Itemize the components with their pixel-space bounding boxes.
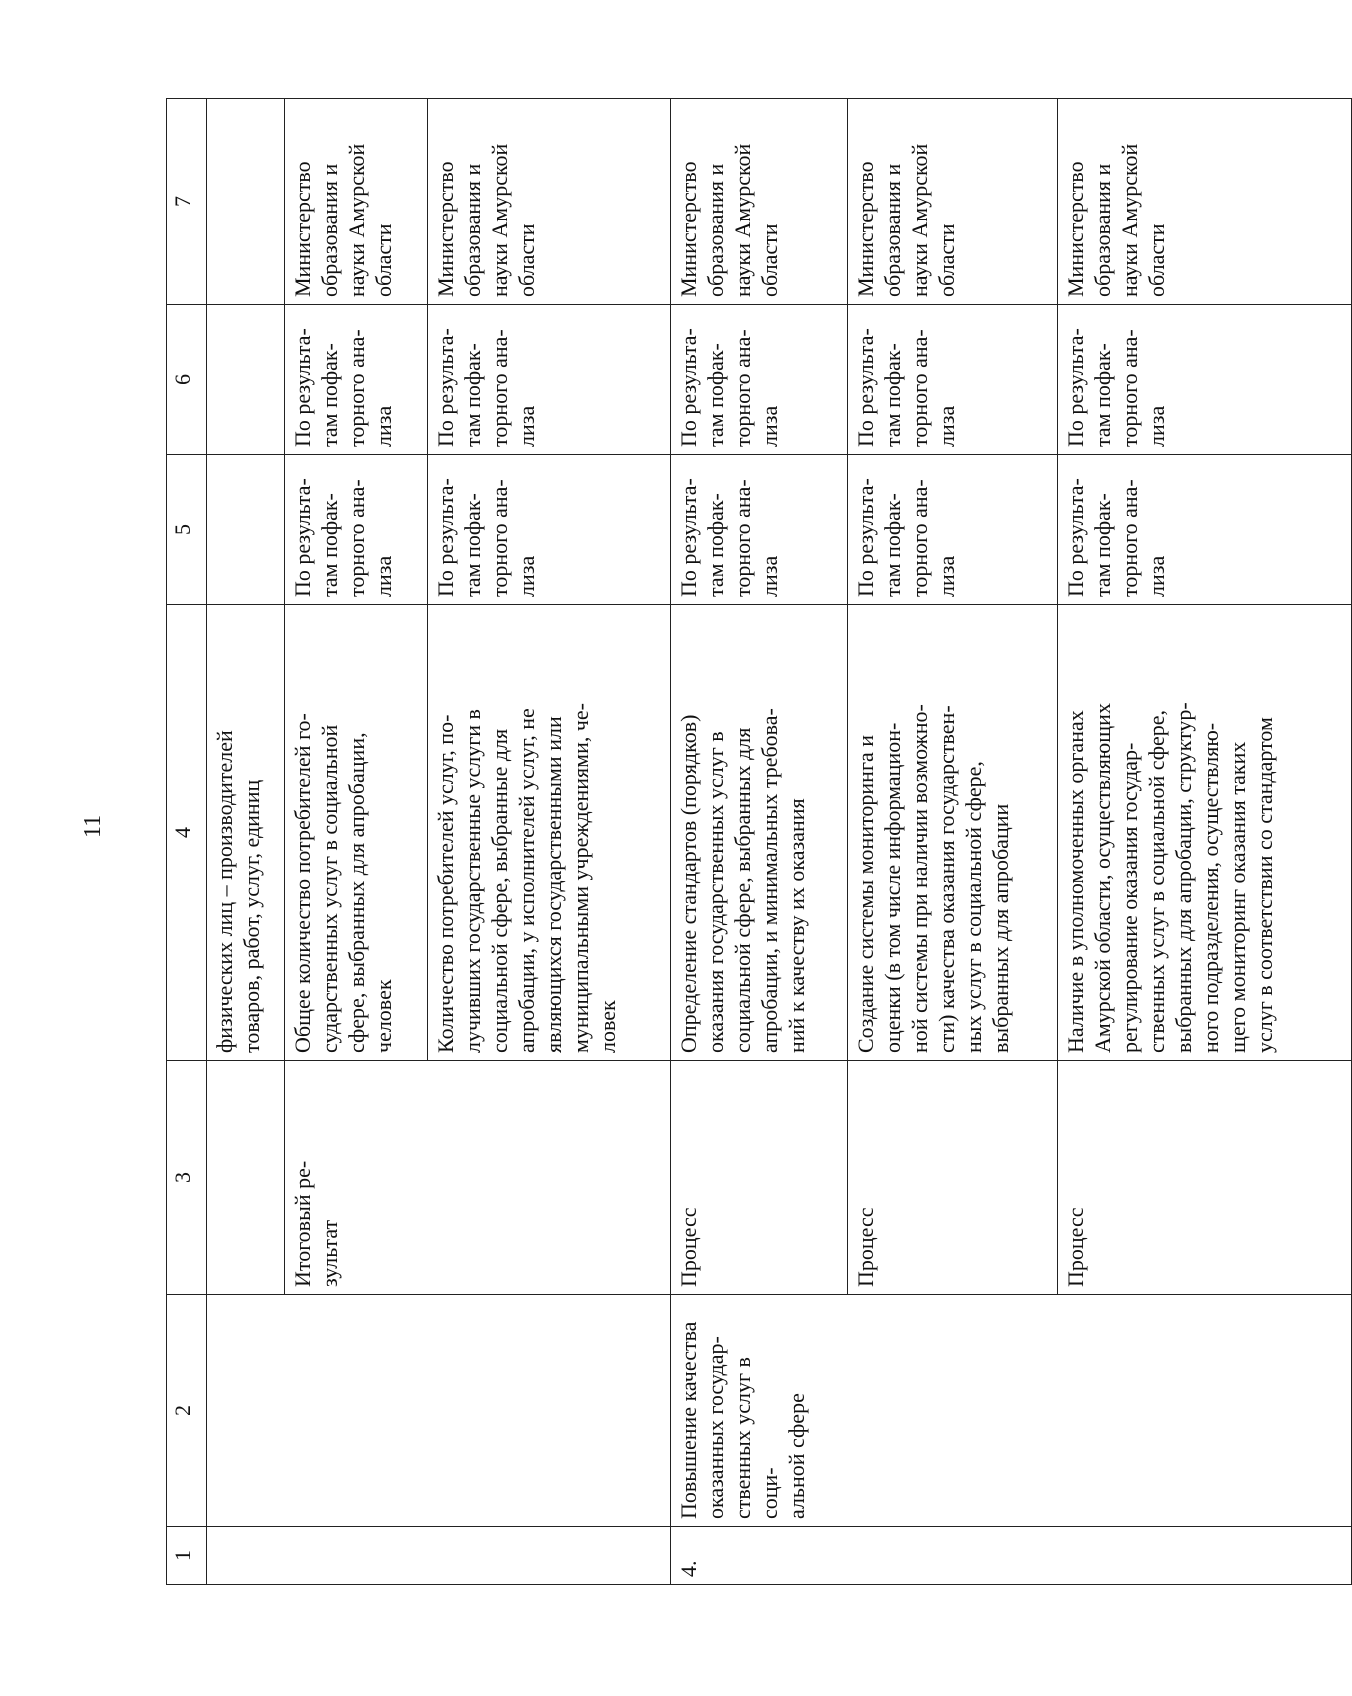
cell-baseline: По результа- там пофак- торного ана- лиза <box>284 455 428 605</box>
table-header-row <box>167 99 207 1585</box>
cell-number: 4. <box>671 1527 1352 1585</box>
cell-indicator: Наличие в уполномоченных органах Амурской области, осуществляющих регулирование оказания государ- ственных услуг в социальной сфере, выбранных для апробации, структур- ного подразделения, осуществляю- щего мониторинг оказания таких услуг в соответствии со стандартом <box>1057 605 1351 1061</box>
cell-indicator-type: Процесс <box>671 1061 848 1295</box>
cell-goal: Повышение качества оказанных государ- ственных услуг в соци- альной сфере <box>671 1295 1352 1527</box>
cell-baseline: По результа- там пофак- торного ана- лиза <box>671 455 848 605</box>
cell-target <box>207 305 284 455</box>
cell-target: По результа- там пофак- торного ана- лиза <box>1057 305 1351 455</box>
cell-target: По результа- там пофак- торного ана- лиза <box>284 305 428 455</box>
cell-responsible: Министерство образования и науки Амурской области <box>847 99 1057 305</box>
cell-responsible: Министерство образования и науки Амурской области <box>1057 99 1351 305</box>
page-number: 11 <box>80 814 106 838</box>
cell-target: По результа- там пофак- торного ана- лиза <box>428 305 671 455</box>
header-col-2: 2 <box>167 1295 207 1527</box>
rotated-table-wrapper <box>166 99 1352 1585</box>
cell-indicator: физических лиц – производителей товаров, работ, услуг, единиц <box>207 605 284 1061</box>
cell-indicator: Создание системы мониторинга и оценки (в том числе информацион- ной системы при наличии возможно- сти) качества оказания государствен- ных услуг в социальной сфере, выбранных для апробации <box>847 605 1057 1061</box>
cell-baseline: По результа- там пофак- торного ана- лиза <box>1057 455 1351 605</box>
table-row <box>207 99 284 1585</box>
cell-goal <box>207 1295 671 1527</box>
cell-indicator: Общее количество потребителей го- сударственных услуг в социальной сфере, выбранных для апробации, человек <box>284 605 428 1061</box>
header-col-3: 3 <box>167 1061 207 1295</box>
header-col-6: 6 <box>167 305 207 455</box>
header-col-5: 5 <box>167 455 207 605</box>
cell-indicator-type: Процесс <box>847 1061 1057 1295</box>
table-row <box>671 99 848 1585</box>
header-col-1: 1 <box>167 1527 207 1585</box>
cell-indicator-type: Процесс <box>1057 1061 1351 1295</box>
header-col-7: 7 <box>167 99 207 305</box>
cell-target: По результа- там пофак- торного ана- лиза <box>671 305 848 455</box>
cell-target: По результа- там пофак- торного ана- лиза <box>847 305 1057 455</box>
cell-responsible: Министерство образования и науки Амурской области <box>428 99 671 305</box>
header-col-4: 4 <box>167 605 207 1061</box>
cell-responsible <box>207 99 284 305</box>
cell-indicator: Определение стандартов (порядков) оказания государственных услуг в социальной сфере, выбранных для апробации, и минимальных требова- ний к качеству их оказания <box>671 605 848 1061</box>
cell-baseline <box>207 455 284 605</box>
cell-indicator: Количество потребителей услуг, по- лучивших государственные услуги в социальной сфере, выбранные для апробации, у исполнителей услуг, не являющихся государственными или муниципальными учреждениями, че- ловек <box>428 605 671 1061</box>
indicators-table <box>166 98 1352 1585</box>
cell-indicator-type: Итоговый ре- зультат <box>284 1061 670 1295</box>
cell-number <box>207 1527 671 1585</box>
cell-baseline: По результа- там пофак- торного ана- лиза <box>428 455 671 605</box>
cell-responsible: Министерство образования и науки Амурской области <box>671 99 848 305</box>
cell-responsible: Министерство образования и науки Амурской области <box>284 99 428 305</box>
cell-indicator-type <box>207 1061 284 1295</box>
cell-baseline: По результа- там пофак- торного ана- лиза <box>847 455 1057 605</box>
